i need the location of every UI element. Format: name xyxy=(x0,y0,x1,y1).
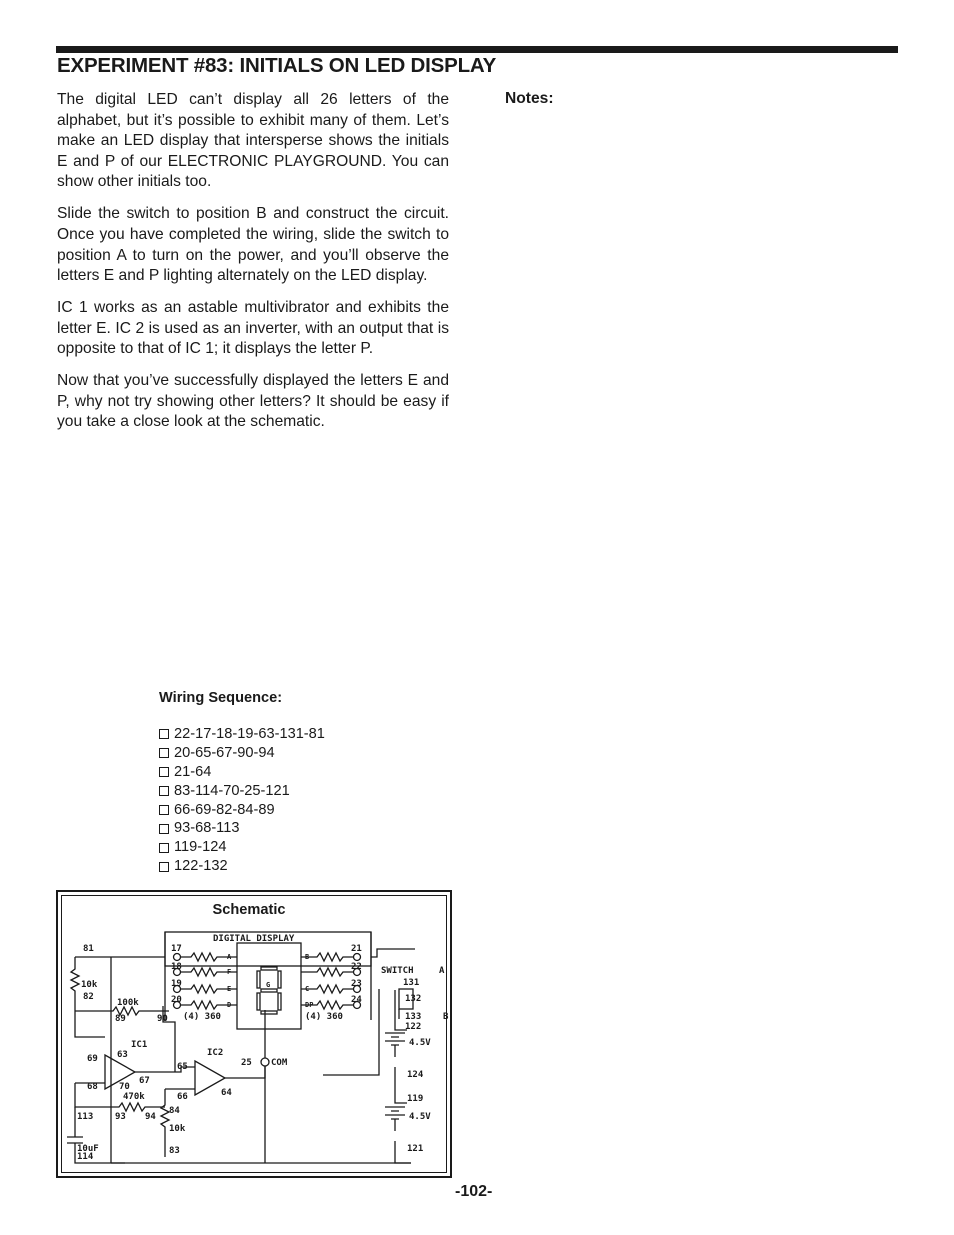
switch-pos-a: A xyxy=(439,966,445,976)
paragraph-instructions: Slide the switch to position B and construct the circuit. Once you have completed the wiring, slide the switch to position A to turn on the power, and you’ll observe the letters E and P lighting alternately on the LED display. xyxy=(57,205,449,285)
r100k-label: 100k xyxy=(117,998,139,1008)
wiring-item[interactable] xyxy=(159,838,325,857)
term-24: 24 xyxy=(351,995,362,1005)
wiring-sequence xyxy=(159,690,325,876)
segment-e: E xyxy=(227,985,232,993)
page-number: -102- xyxy=(455,1183,493,1200)
term-90: 90 xyxy=(157,1014,168,1024)
checkbox-icon[interactable] xyxy=(159,748,169,758)
term-66: 66 xyxy=(177,1092,188,1102)
wiring-title: Wiring Sequence: xyxy=(159,690,283,706)
batt1-label: 4.5V xyxy=(409,1038,431,1048)
schematic-panel xyxy=(56,890,452,1178)
segment-c: C xyxy=(305,985,310,993)
checkbox-icon[interactable] xyxy=(159,862,169,872)
checkbox-icon[interactable] xyxy=(159,805,169,815)
term-23: 23 xyxy=(351,979,362,989)
term-89: 89 xyxy=(115,1014,126,1024)
term-25: 25 xyxy=(241,1058,252,1068)
wiring-list xyxy=(159,725,325,876)
term-19: 19 xyxy=(171,979,182,989)
wiring-step: 22-17-18-19-63-131-81 xyxy=(174,726,325,742)
term-119: 119 xyxy=(407,1094,424,1104)
body-text xyxy=(57,90,449,444)
checkbox-icon[interactable] xyxy=(159,786,169,796)
switch-pos-b: B xyxy=(443,1012,449,1022)
wiring-step: 119-124 xyxy=(174,839,227,856)
wiring-step: 122-132 xyxy=(174,858,228,875)
notes-label: Notes: xyxy=(505,90,554,107)
res360-right-label: (4) 360 xyxy=(305,1012,343,1022)
term-70: 70 xyxy=(119,1082,130,1092)
term-65: 65 xyxy=(177,1062,188,1072)
checkbox-icon[interactable] xyxy=(159,767,169,777)
term-113: 113 xyxy=(77,1112,94,1122)
wiring-item[interactable] xyxy=(159,725,325,744)
wiring-step: 66-69-82-84-89 xyxy=(174,801,275,818)
r470k-label: 470k xyxy=(123,1092,145,1102)
wiring-step: 83-114-70-25-121 xyxy=(174,782,290,799)
display-label: DIGITAL DISPLAY xyxy=(213,934,295,944)
term-122: 122 xyxy=(405,1022,422,1032)
wiring-item[interactable] xyxy=(159,763,325,782)
paragraph-intro: The digital LED can’t display all 26 letters of the alphabet, but it’s possible to exhibit many of them. Let’s make an LED display that intersperse shows the initials E and P of our ELECTRONIC PLAYGROUND. You can show other initials too. xyxy=(57,91,449,191)
res360-left-label: (4) 360 xyxy=(183,1012,221,1022)
checkbox-icon[interactable] xyxy=(159,843,169,853)
wiring-item[interactable] xyxy=(159,819,325,838)
wiring-step: 20-65-67-90-94 xyxy=(174,744,275,761)
cap-label: 10uF xyxy=(77,1144,99,1154)
term-132: 132 xyxy=(405,994,422,1004)
term-18: 18 xyxy=(171,962,182,972)
term-93: 93 xyxy=(115,1112,126,1122)
page-title: EXPERIMENT #83: INITIALS ON LED DISPLAY xyxy=(57,54,497,77)
wiring-item[interactable] xyxy=(159,801,325,820)
wiring-item[interactable] xyxy=(159,744,325,763)
r10k-top-label: 10k xyxy=(81,980,98,990)
com-label: COM xyxy=(271,1058,288,1068)
term-22: 22 xyxy=(351,962,362,972)
term-94: 94 xyxy=(145,1112,156,1122)
wiring-step: 21-64 xyxy=(174,763,212,780)
term-82: 82 xyxy=(83,992,94,1002)
batt2-label: 4.5V xyxy=(409,1112,431,1122)
term-124: 124 xyxy=(407,1070,424,1080)
r10k-bot-label: 10k xyxy=(169,1124,186,1134)
term-63: 63 xyxy=(117,1050,128,1060)
segment-d: D xyxy=(227,1001,232,1009)
segment-dp: DP xyxy=(305,1001,314,1009)
top-rule xyxy=(56,46,898,53)
wiring-step: 93-68-113 xyxy=(174,820,240,837)
term-131: 131 xyxy=(403,978,420,988)
segment-a: A xyxy=(227,953,232,961)
term-69: 69 xyxy=(87,1054,98,1064)
term-68: 68 xyxy=(87,1082,98,1092)
schematic-title: Schematic xyxy=(212,902,286,918)
term-121: 121 xyxy=(407,1144,424,1154)
term-17: 17 xyxy=(171,944,182,954)
schematic-diagram xyxy=(61,895,447,1173)
term-81: 81 xyxy=(83,944,94,954)
paragraph-challenge: Now that you’ve successfully displayed the letters E and P, why not try showing other letters? It should be easy if you take a close look at the schematic. xyxy=(57,372,449,431)
term-20: 20 xyxy=(171,995,182,1005)
segment-g: G xyxy=(266,981,271,989)
ic1-label: IC1 xyxy=(131,1040,148,1050)
term-64: 64 xyxy=(221,1088,232,1098)
term-114: 114 xyxy=(77,1152,94,1162)
ic2-label: IC2 xyxy=(207,1048,224,1058)
wiring-item[interactable] xyxy=(159,782,325,801)
switch-label: SWITCH xyxy=(381,966,414,976)
segment-f: F xyxy=(227,968,232,976)
term-21: 21 xyxy=(351,944,362,954)
segment-b: B xyxy=(305,953,310,961)
term-83: 83 xyxy=(169,1146,180,1156)
paragraph-ic-explanation: IC 1 works as an astable multivibrator and exhibits the letter E. IC 2 is used as an inverter, with an output that is opposite to that of IC 1; it displays the letter P. xyxy=(57,299,449,358)
wiring-item[interactable] xyxy=(159,857,325,876)
term-67: 67 xyxy=(139,1076,150,1086)
checkbox-icon[interactable] xyxy=(159,824,169,834)
checkbox-icon[interactable] xyxy=(159,729,169,739)
term-84: 84 xyxy=(169,1106,180,1116)
term-133: 133 xyxy=(405,1012,422,1022)
